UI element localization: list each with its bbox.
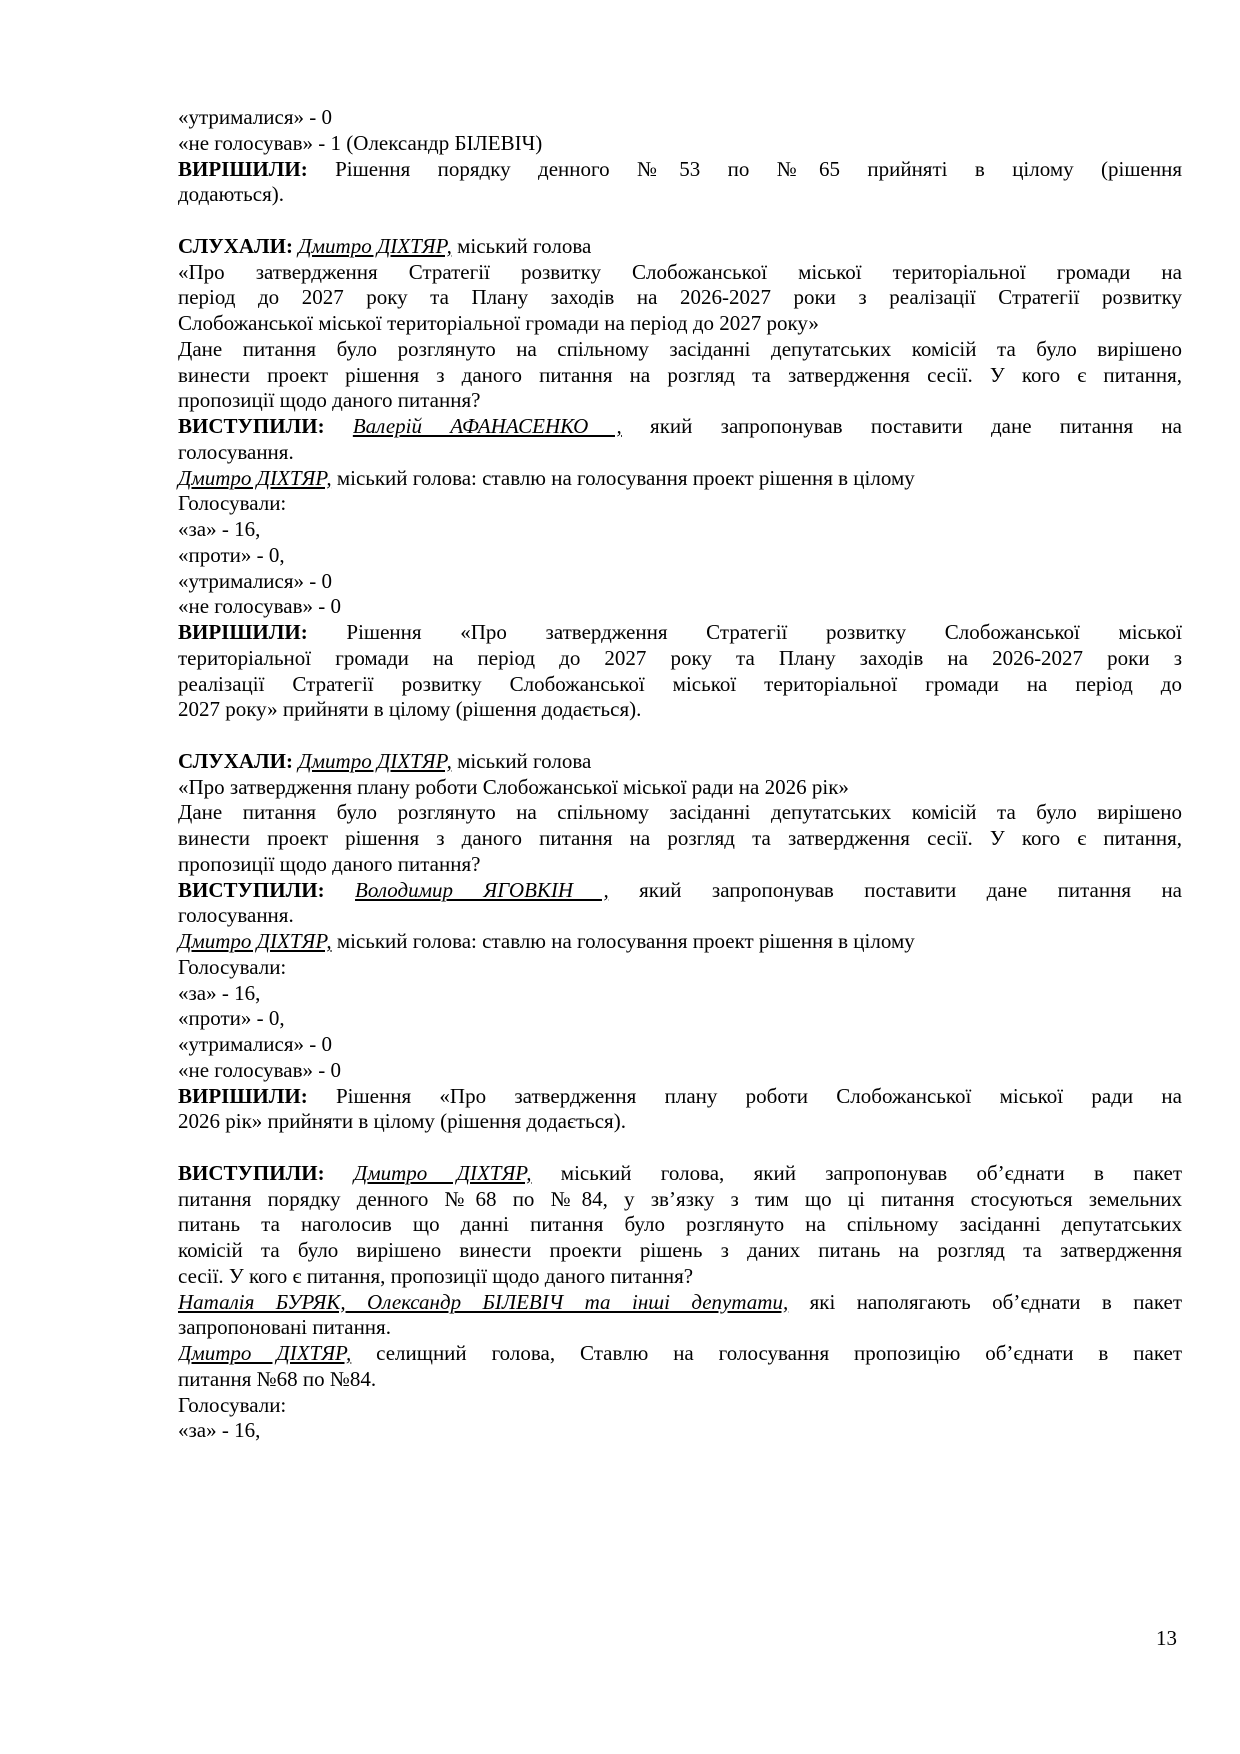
speaker-name: Дмитро ДІХТЯР, — [298, 233, 452, 258]
text: пропозиції щодо даного питання? — [178, 388, 481, 413]
text-line — [178, 697, 1182, 723]
text-line — [178, 1367, 1182, 1393]
text: «Про затвердження плану роботи Слобожанської міської ради на 2026 рік» — [178, 774, 849, 799]
text-line — [178, 1161, 1182, 1187]
bold-label: ВИРІШИЛИ: — [178, 620, 308, 644]
text-line — [178, 903, 1182, 929]
text: «за» - 16, — [178, 980, 261, 1005]
text: голосування. — [178, 903, 294, 928]
blank-line — [178, 723, 1182, 749]
speaker-name: Наталія БУРЯК, Олександр БІЛЕВІЧ та інші депутати, — [178, 1289, 789, 1314]
text: міський голова — [451, 748, 592, 773]
text: «за» - 16, — [178, 1418, 261, 1443]
text-line — [178, 157, 1182, 183]
text-line — [178, 131, 1182, 157]
text: Рішення порядку денного №53 по №65 прийняті в цілому (рішення — [307, 156, 1182, 181]
text-line — [178, 594, 1182, 620]
text-line — [178, 1290, 1182, 1316]
text: пропозиції щодо даного питання? — [178, 851, 481, 876]
text-line — [178, 440, 1182, 466]
speaker-name: Дмитро ДІХТЯР, — [298, 748, 452, 773]
text: Слобожанської міської територіальної громади на період до 2027 року» — [178, 311, 819, 335]
text-line — [178, 543, 1182, 569]
text-line — [178, 1032, 1182, 1058]
text: комісій та було вирішено винести проекти рішень з даних питань на розгляд та затвердження — [178, 1238, 1182, 1262]
text-line — [178, 1393, 1182, 1419]
text: сесії. У кого є питання, пропозиції щодо даного питання? — [178, 1263, 694, 1288]
text: який запропонував поставити дане питання на — [621, 414, 1182, 438]
text: Голосували: — [178, 1392, 287, 1417]
bold-label: ВИРІШИЛИ: — [178, 156, 308, 181]
text-line — [178, 955, 1182, 981]
document-body — [178, 105, 1182, 1444]
speaker-name: Дмитро ДІХТЯР, — [178, 929, 332, 953]
text: міський голова: ставлю на голосування проект рішення в цілому — [331, 465, 915, 490]
bold-label: ВИРІШИЛИ: — [178, 1083, 308, 1108]
text-line — [178, 775, 1182, 801]
text-line — [178, 852, 1182, 878]
text: «за» - 16, — [178, 517, 261, 541]
text: питання №68 по №84. — [178, 1366, 377, 1391]
bold-label: ВИСТУПИЛИ: — [178, 877, 325, 902]
text: 2026 рік» прийняти в цілому (рішення додається). — [178, 1109, 626, 1134]
text-line — [178, 363, 1182, 389]
text: додаються). — [178, 182, 284, 207]
text-line — [178, 414, 1182, 440]
text-line — [178, 1418, 1182, 1444]
text-line — [178, 285, 1182, 311]
text: територіальної громади на період до 2027 року та Плану заходів на 2026-2027 роки з — [178, 645, 1182, 670]
text-line — [178, 466, 1182, 492]
blank-line — [178, 1135, 1182, 1161]
text-line — [178, 672, 1182, 698]
text-line — [178, 749, 1182, 775]
text: Голосували: — [178, 491, 287, 516]
text-line — [178, 620, 1182, 646]
text-line — [178, 929, 1182, 955]
text: Дане питання було розглянуто на спільному засіданні депутатських комісій та було вирішено — [178, 800, 1182, 825]
text — [325, 1161, 354, 1185]
text: селищний голова, Ставлю на голосування пропозицію об’єднати в пакет — [351, 1341, 1182, 1365]
text: які наполягають об’єднати в пакет — [788, 1289, 1182, 1314]
bold-label: ВИСТУПИЛИ: — [178, 414, 325, 438]
text-line — [178, 1084, 1182, 1110]
blank-line — [178, 208, 1182, 234]
text-line — [178, 878, 1182, 904]
text-line — [178, 800, 1182, 826]
page-number: 13 — [1156, 1626, 1177, 1650]
speaker-name: Володимир ЯГОВКІН , — [355, 877, 609, 902]
bold-label: СЛУХАЛИ: — [178, 233, 294, 258]
text-line — [178, 311, 1182, 337]
text-line — [178, 1264, 1182, 1290]
text-line — [178, 1006, 1182, 1032]
speaker-name: Дмитро ДІХТЯР, — [178, 1341, 352, 1365]
text: Рішення «Про затвердження плану роботи Слобожанської міської ради на — [307, 1083, 1182, 1108]
text-line — [178, 1109, 1182, 1135]
text: питання порядку денного №68 по №84, у зв’язку з тим що ці питання стосуються земельних — [178, 1186, 1182, 1211]
text: «не голосував» - 0 — [178, 594, 342, 619]
text: «утрималися» - 0 — [178, 568, 333, 593]
text: «Про затвердження Стратегії розвитку Слобожанської міської територіальної громади на — [178, 259, 1182, 284]
text-line — [178, 260, 1182, 286]
text — [325, 878, 355, 902]
text-line — [178, 646, 1182, 672]
text: «утрималися» - 0 — [178, 1032, 333, 1056]
text-line — [178, 491, 1182, 517]
bold-label: ВИСТУПИЛИ: — [178, 1160, 325, 1185]
text: який запропонував поставити дане питання на — [608, 877, 1182, 902]
text-line — [178, 517, 1182, 543]
text: міський голова — [451, 233, 592, 258]
text-line — [178, 1058, 1182, 1084]
text: голосування. — [178, 439, 294, 464]
text: Рішення «Про затвердження Стратегії розвитку Слобожанської міської — [307, 620, 1182, 644]
text-line — [178, 388, 1182, 414]
bold-label: СЛУХАЛИ: — [178, 748, 294, 773]
text-line — [178, 1187, 1182, 1213]
text: «утрималися» - 0 — [178, 105, 333, 129]
text: 2027 року» прийняти в цілому (рішення додається). — [178, 697, 642, 722]
text: винести проект рішення з даного питання на розгляд та затвердження сесії. У кого є питання, — [178, 362, 1182, 387]
text: Голосували: — [178, 954, 287, 979]
text-line — [178, 182, 1182, 208]
text: «проти» - 0, — [178, 1006, 285, 1031]
text-line — [178, 1315, 1182, 1341]
text: реалізації Стратегії розвитку Слобожанської міської територіальної громади на період до — [178, 671, 1182, 696]
text-line — [178, 337, 1182, 363]
text-line — [178, 569, 1182, 595]
text: винести проект рішення з даного питання на розгляд та затвердження сесії. У кого є питання, — [178, 826, 1182, 850]
text-line — [178, 1341, 1182, 1367]
text-line — [178, 1238, 1182, 1264]
speaker-name: Дмитро ДІХТЯР, — [353, 1160, 532, 1185]
text-line — [178, 105, 1182, 131]
text: «не голосував» - 1 (Олександр БІЛЕВІЧ) — [178, 130, 543, 155]
text: міський голова, який запропонував об’єднати в пакет — [531, 1160, 1182, 1185]
speaker-name: Дмитро ДІХТЯР, — [178, 465, 332, 490]
text — [325, 414, 353, 438]
text-line — [178, 826, 1182, 852]
text: «проти» - 0, — [178, 542, 285, 567]
text-line — [178, 234, 1182, 260]
text: питань та наголосив що данні питання було розглянуто на спільному засіданні депутатських — [178, 1212, 1182, 1237]
text: Дане питання було розглянуто на спільному засіданні депутатських комісій та було вирішено — [178, 336, 1182, 361]
text: запропоновані питання. — [178, 1315, 391, 1340]
text-line — [178, 981, 1182, 1007]
text: період до 2027 року та Плану заходів на 2026-2027 роки з реалізації Стратегії розвитку — [178, 285, 1182, 310]
text: міський голова: ставлю на голосування проект рішення в цілому — [331, 929, 915, 953]
text: «не голосував» - 0 — [178, 1057, 342, 1082]
speaker-name: Валерій АФАНАСЕНКО , — [352, 414, 622, 438]
text-line — [178, 1212, 1182, 1238]
